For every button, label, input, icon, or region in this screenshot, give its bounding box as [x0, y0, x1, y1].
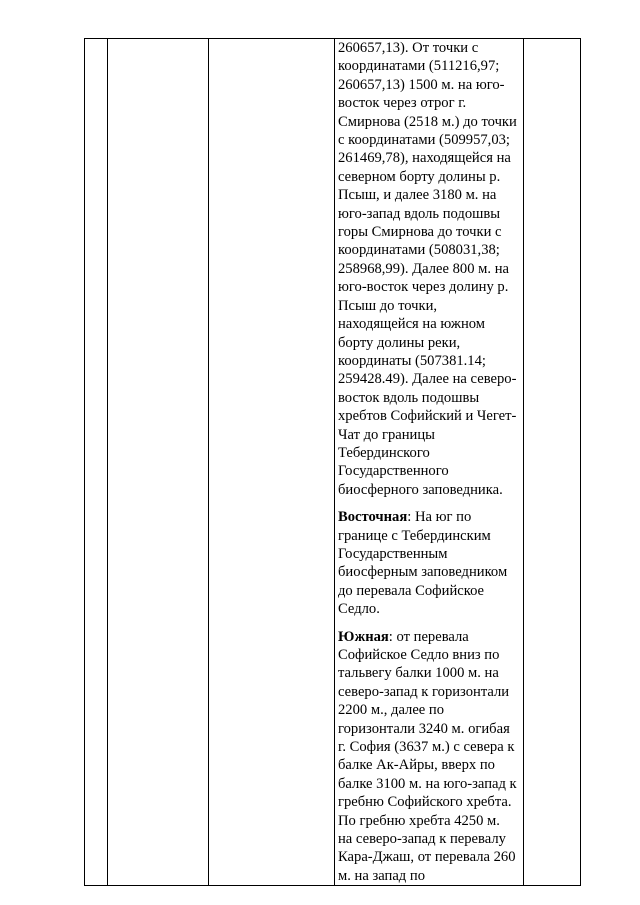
table-cell-notes [524, 39, 581, 886]
table-cell-boundary-description [335, 39, 524, 886]
table-row [85, 39, 581, 886]
boundary-eastern [338, 508, 519, 618]
boundary-southern-heading: Южная [338, 628, 389, 645]
boundary-description-table [84, 38, 581, 886]
table-cell-number [85, 39, 108, 886]
boundary-eastern-text: : На юг по границe с Тебердинским Государственным биосферным заповедником до перевала Софийское Седло. [338, 509, 508, 618]
table-cell-name [108, 39, 209, 886]
boundary-southern [338, 628, 519, 886]
boundary-southern-text: : от перевала Софийское Седло вниз по тальвегу балки 1000 м. на северо-запад к горизонтали 2200 м., далее по горизонтали 3240 м. огибая г. София (3637 м.) с севера к балке Ак-Айры, вверх по балке 3100 м. на юго-запад к гребню Софийского хребта. По гребню хребта 4250 м. на северо-запад к перевалу Кара-Джаш, от перевала 260 м. на запад по [338, 628, 517, 884]
boundary-eastern-heading: Восточная [338, 509, 408, 526]
boundary-northern-continuation: 260657,13). От точки с координатами (511216,97; 260657,13) 1500 м. на юго- восток через отрог г. Смирнова (2518 м.) до точки с координатами (509957,03; 261469,78), находящейся на северном борту долины р. Псыш, и далее 3180 м. на юго-запад вдоль подошвы горы Смирнова до точки с координатами (508031,38; 258968,99). Далее 800 м. на юго-восток через долину р. Псыш до точки, находящейся на южном борту долины реки, координаты (507381.14; 259428.49). Далее на северо- восток вдоль подошвы хребтов Софийский и Чегет- Чат до границы Тебердинского Государственного биосферного заповедника. [338, 40, 517, 498]
table-cell-location [209, 39, 335, 886]
